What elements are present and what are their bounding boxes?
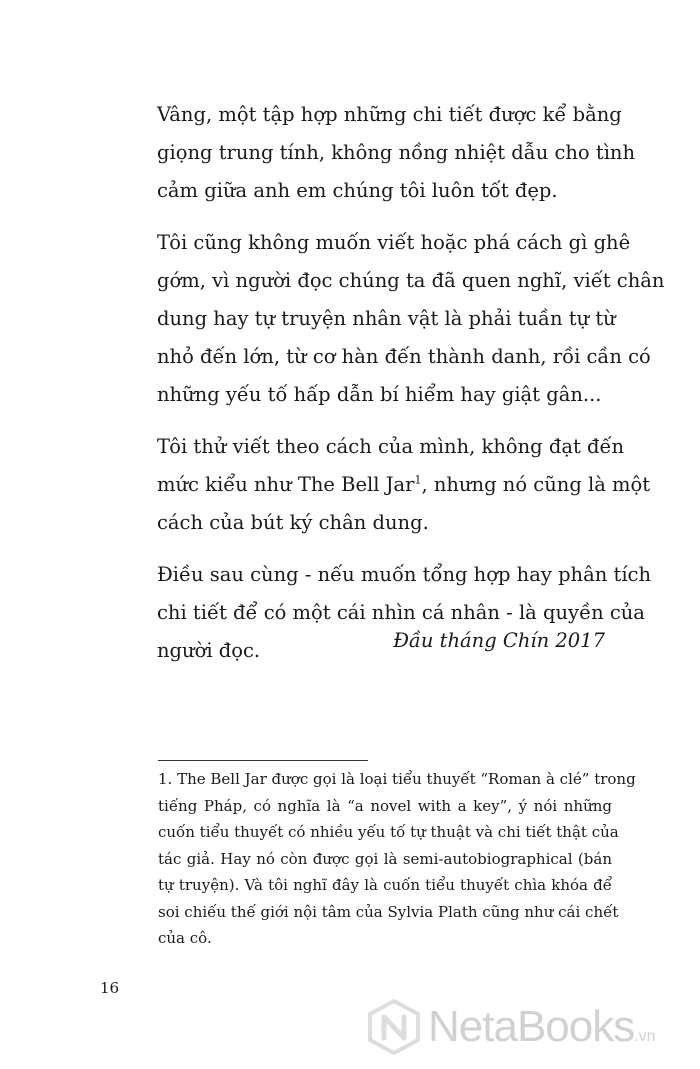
- text-line: cách của bút ký chân dung.: [157, 511, 429, 534]
- watermark-brand: [428, 1003, 656, 1061]
- text-line: cảm giữa anh em chúng tôi luôn tốt đẹp.: [157, 179, 558, 202]
- text-line: gớm, vì người đọc chúng ta đã quen nghĩ, viết chân: [157, 269, 665, 292]
- text-fragment: , nhưng nó cũng là một: [421, 473, 651, 496]
- watermark-brand-name: NetaBooks: [428, 1002, 635, 1051]
- text-line: Vâng, một tập hợp những chi tiết được kể bằng: [157, 103, 622, 126]
- text-line: Tôi thử viết theo cách của mình, không đạt đến: [157, 435, 625, 458]
- netabooks-logo-icon: [366, 999, 422, 1055]
- footnote-line: của cô.: [158, 929, 212, 947]
- text-line: Điều sau cùng - nếu muốn tổng hợp hay phân tích: [157, 563, 652, 586]
- text-line: chi tiết để có một cái nhìn cá nhân - là quyền của: [157, 601, 645, 624]
- text-line: nhỏ đến lớn, từ cơ hàn đến thành danh, rồi cần có: [157, 345, 651, 368]
- footnote-divider: [158, 760, 368, 761]
- footnote-line: tác giả. Hay nó còn được gọi là semi-autobiographical (bán: [158, 849, 612, 868]
- footnote-line: tự truyện). Và tôi nghĩ đây là cuốn tiểu thuyết chìa khóa để: [158, 876, 612, 894]
- text-line-with-footnote: [157, 466, 651, 504]
- watermark-tld: .vn: [634, 1028, 656, 1045]
- paragraph-3: [157, 428, 651, 542]
- page-number: 16: [100, 979, 120, 997]
- paragraph-2: [157, 224, 665, 414]
- footnote-line: 1. The Bell Jar được gọi là loại tiểu thuyết “Roman à clé” trong: [158, 770, 636, 788]
- text-line: Tôi cũng không muốn viết hoặc phá cách gì ghê: [157, 231, 631, 254]
- text-line: những yếu tố hấp dẫn bí hiểm hay giật gân...: [157, 383, 602, 406]
- watermark: [362, 995, 682, 1059]
- text-fragment: mức kiểu như The Bell Jar: [157, 473, 415, 496]
- footnote-line: cuốn tiểu thuyết có nhiều yếu tố tự thuật và chi tiết thật của: [158, 823, 619, 841]
- text-line: giọng trung tính, không nồng nhiệt dẫu cho tình: [157, 141, 636, 164]
- signature-date: Đầu tháng Chín 2017: [393, 629, 605, 652]
- text-line: dung hay tự truyện nhân vật là phải tuần tự từ: [157, 307, 616, 330]
- footnote: [158, 766, 636, 952]
- text-line: người đọc.: [157, 639, 261, 662]
- footnote-line: soi chiếu thế giới nội tâm của Sylvia Plath cũng như cái chết: [158, 902, 619, 921]
- footnote-marker[interactable]: 1: [414, 473, 422, 487]
- body-text: [157, 96, 665, 684]
- paragraph-1: [157, 96, 636, 210]
- footnote-line: tiếng Pháp, có nghĩa là “a novel with a key”, ý nói những: [158, 796, 612, 815]
